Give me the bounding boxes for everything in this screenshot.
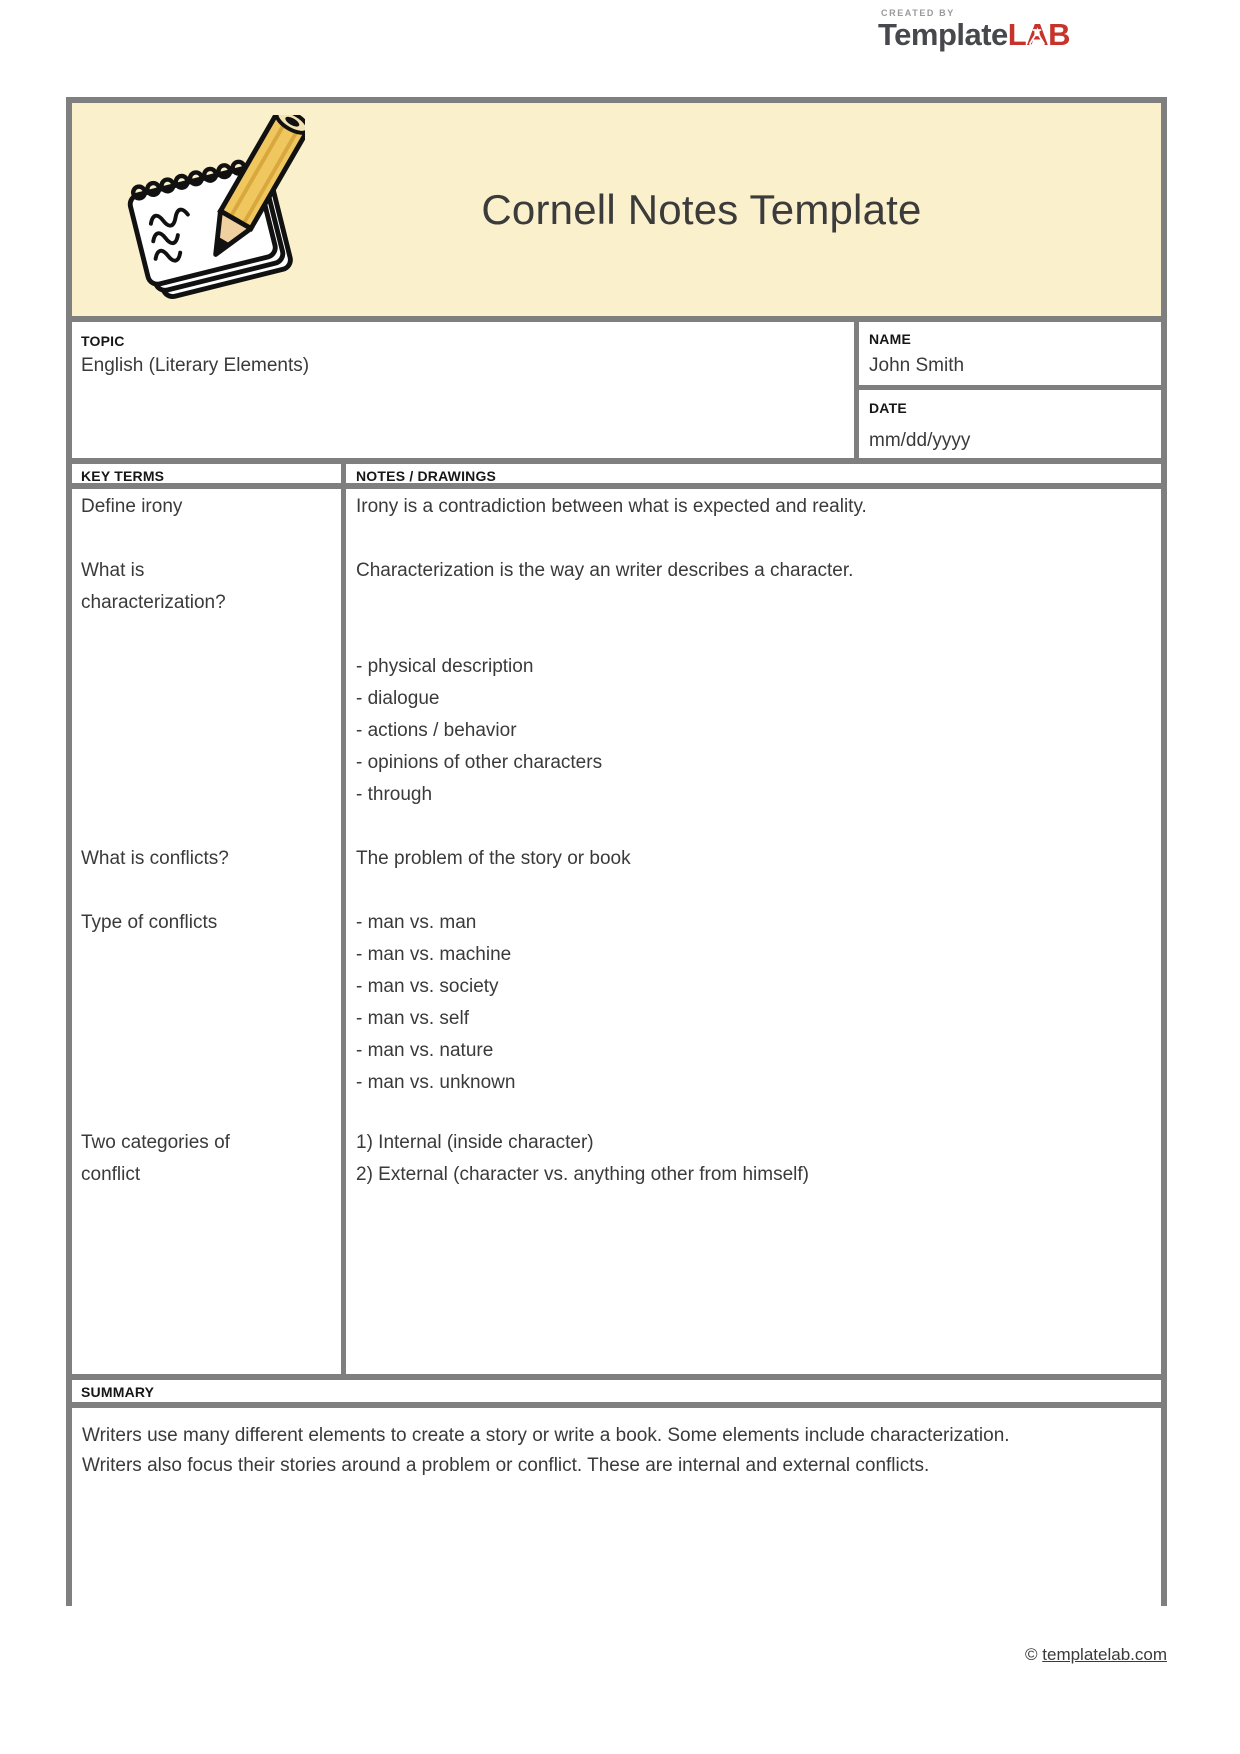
footer-link[interactable]: templatelab.com — [1042, 1645, 1167, 1664]
document — [66, 97, 1167, 1606]
note-line: 2) External (character vs. anything other from himself) — [356, 1164, 810, 1185]
document-header — [72, 103, 1161, 322]
note-line: Irony is a contradiction between what is expected and reality. — [356, 496, 867, 517]
brand-name-lab: LAB — [1007, 17, 1071, 52]
note-line: - dialogue — [356, 688, 440, 709]
templatelab-logo[interactable] — [878, 9, 1070, 50]
key-term: What is characterization? — [81, 560, 226, 613]
note-line: - actions / behavior — [356, 720, 517, 741]
notes-header-cell — [346, 464, 1161, 483]
flask-icon — [1027, 28, 1047, 47]
summary-label: SUMMARY — [81, 1384, 155, 1400]
note-block — [356, 907, 515, 1099]
name-label: NAME — [869, 331, 912, 347]
note-line: - man vs. nature — [356, 1040, 494, 1061]
summary-body — [72, 1408, 1161, 1606]
note-line: - man vs. man — [356, 912, 477, 933]
note-block — [356, 1127, 809, 1191]
note-line: 1) Internal (inside character) — [356, 1132, 594, 1153]
copyright-symbol: © — [1025, 1645, 1038, 1664]
brand-name-template: Template — [878, 17, 1008, 52]
note-line: - man vs. society — [356, 976, 499, 997]
created-by-label: CREATED BY — [881, 8, 955, 18]
key-term: Define irony — [81, 496, 183, 517]
summary-header-row — [72, 1380, 1161, 1408]
note-line: - man vs. unknown — [356, 1072, 516, 1093]
note-line: - man vs. self — [356, 1008, 469, 1029]
key-terms-header-cell — [72, 464, 346, 483]
note-line: - through — [356, 784, 433, 805]
info-row — [72, 322, 1161, 464]
key-term: Type of conflicts — [81, 912, 218, 933]
note-line: The problem of the story or book — [356, 848, 631, 869]
topic-cell — [72, 322, 854, 458]
key-term: What is conflicts? — [81, 848, 229, 869]
key-terms-column — [72, 489, 346, 1374]
footer-credit — [1025, 1645, 1167, 1665]
brand-name — [878, 17, 1070, 52]
notes-column — [346, 489, 1161, 1374]
topic-label: TOPIC — [81, 333, 125, 349]
notes-header: NOTES / DRAWINGS — [356, 468, 497, 484]
page-title: Cornell Notes Template — [481, 185, 922, 233]
note-line: Characterization is the way an writer describes a character. — [356, 560, 854, 581]
note-line: - opinions of other characters — [356, 752, 603, 773]
note-block — [356, 491, 867, 523]
summary-text: Writers use many different elements to create a story or write a book. Some elements include characterization. Writers also focus their stories around a problem or conflict. These are internal and external conflicts. — [82, 1425, 1010, 1476]
key-terms-header: KEY TERMS — [81, 468, 165, 484]
name-cell — [859, 322, 1161, 390]
note-block — [356, 651, 602, 811]
note-line: - physical description — [356, 656, 534, 677]
note-line: - man vs. machine — [356, 944, 512, 965]
columns-header-row — [72, 464, 1161, 489]
notes-table-body — [72, 489, 1161, 1380]
note-block — [356, 843, 631, 875]
key-term: Two categories of conflict — [81, 1132, 230, 1185]
date-cell — [859, 390, 1161, 458]
name-value: John Smith — [869, 355, 965, 376]
topic-value: English (Literary Elements) — [81, 355, 310, 376]
note-block — [356, 555, 853, 587]
name-date-column — [854, 322, 1161, 458]
date-label: DATE — [869, 400, 907, 416]
date-value: mm/dd/yyyy — [869, 430, 971, 451]
